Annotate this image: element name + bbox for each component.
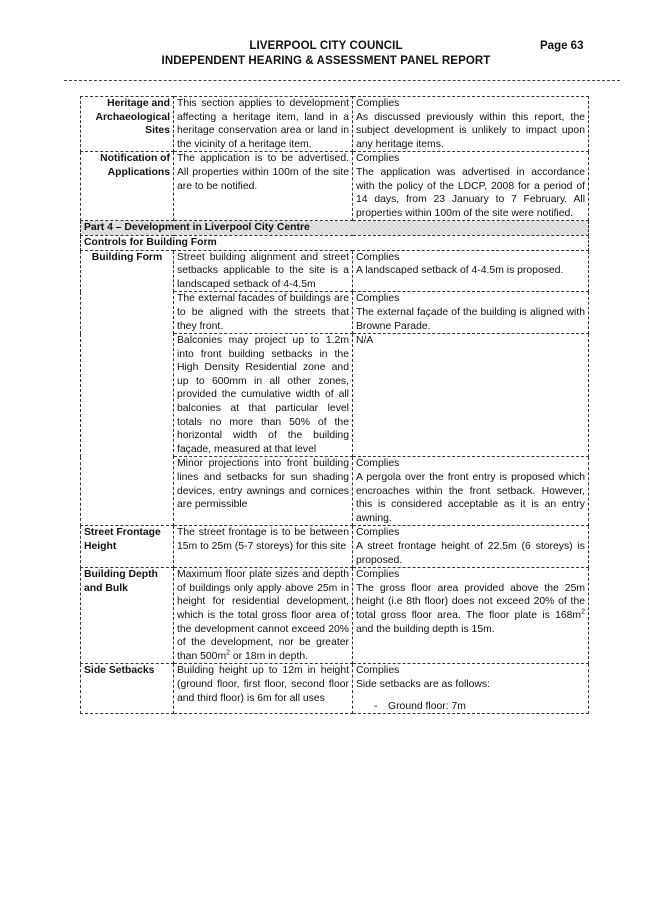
compliance-detail: The application was advertised in accordance with the policy of the LDCP, 2008 for a period of 14 days, from 23 January to 7 February. All properties within 100m of the site were notified. — [356, 166, 585, 219]
compliance-status: Complies — [356, 569, 400, 581]
compliance-cell — [353, 664, 589, 714]
detail-part: The gross floor area provided above the 25m height (i.e 8th floor) does not exceed 20% of the total gross floor area. The floor plate is 168m — [356, 582, 585, 621]
compliance-cell — [353, 250, 589, 292]
detail-part: and the building depth is 15m. — [356, 623, 495, 635]
control-text: Street building alignment and street setbacks applicable to the site is a landscaped setback of 4-4.5m — [174, 250, 353, 292]
report-title: INDEPENDENT HEARING & ASSESSMENT PANEL REPORT — [161, 55, 491, 67]
row-title: Building Form — [81, 250, 174, 526]
table-row-heritage — [81, 97, 589, 152]
compliance-detail: A landscaped setback of 4-4.5m is proposed. — [356, 265, 564, 277]
compliance-detail: As discussed previously within this report, the subject development is unlikely to impact upon any heritage items. — [356, 111, 585, 150]
compliance-status: Complies — [356, 251, 400, 263]
table-row-side-setbacks — [81, 664, 589, 714]
row-title: Building Depth and Bulk — [81, 568, 174, 664]
control-text — [174, 568, 353, 664]
compliance-detail: A street frontage height of 22.5m (6 storeys) is proposed. — [356, 541, 585, 566]
section-heading-row — [81, 235, 589, 250]
row-title: Side Setbacks — [81, 664, 174, 714]
control-text: The external facades of buildings are to be aligned with the streets that they front. — [174, 292, 353, 334]
row-title: Street Frontage Height — [81, 526, 174, 568]
compliance-detail: A pergola over the front entry is proposed which encroaches within the front setback. However, this is considered acceptable as it is an entry awning. — [356, 472, 585, 524]
compliance-status: Complies — [356, 98, 400, 109]
superscript: 2 — [226, 649, 231, 657]
compliance-detail: Side setbacks are as follows: — [356, 678, 490, 690]
part-heading: Part 4 – Development in Liverpool City Centre — [81, 221, 589, 236]
council-name: LIVERPOOL CITY COUNCIL — [249, 40, 403, 52]
compliance-status: Complies — [356, 153, 400, 165]
page-header — [0, 40, 652, 80]
table-row-depth-bulk — [81, 568, 589, 664]
part-heading-row — [81, 221, 589, 236]
compliance-table — [80, 96, 589, 714]
control-text: This section applies to development affecting a heritage item, land in a heritage conservation area or land in the vicinity of a heritage item. — [174, 97, 353, 152]
compliance-cell — [353, 292, 589, 334]
header-divider — [64, 80, 620, 81]
bullet-dash: - — [374, 700, 378, 712]
compliance-cell — [353, 97, 589, 152]
control-text: The application is to be advertised. All properties within 100m of the site are to be notified. — [174, 152, 353, 221]
row-title: Notification of Applications — [81, 152, 174, 221]
control-text-part: or 18m in depth. — [230, 650, 308, 662]
compliance-cell — [353, 152, 589, 221]
compliance-cell — [353, 334, 589, 457]
page-number: Page 63 — [540, 40, 584, 52]
compliance-detail: The external façade of the building is aligned with Browne Parade. — [356, 306, 585, 332]
control-text: Balconies may project up to 1.2m into front building setbacks in the High Density Residential zone and up to 600mm in all other zones, provided the cumulative width of all balconies at that particular level totals no more than 50% of the horizontal width of the building façade, measured at that level — [174, 334, 353, 457]
control-text: Building height up to 12m in height (ground floor, first floor, second floor and third floor) is 6m for all uses — [174, 664, 353, 714]
compliance-status: Complies — [356, 293, 400, 305]
table-row-notification — [81, 152, 589, 221]
compliance-status: Complies — [356, 527, 400, 539]
compliance-cell — [353, 457, 589, 526]
list-item-text: Ground floor: 7m — [388, 700, 466, 712]
control-text-part: Maximum floor plate sizes and depth of buildings only apply above 25m in height for residential development, which is the total gross floor area of the development cannot exceed 20% of the development, nor be greater than 500m — [177, 569, 349, 662]
section-heading: Controls for Building Form — [81, 235, 589, 250]
compliance-detail — [356, 582, 585, 636]
compliance-cell — [353, 526, 589, 568]
superscript: 2 — [581, 608, 585, 616]
table-row-street-frontage — [81, 526, 589, 568]
compliance-status: N/A — [356, 335, 374, 347]
compliance-status: Complies — [356, 458, 400, 470]
row-title: Heritage and Archaeological Sites — [81, 97, 174, 152]
list-item — [356, 700, 585, 714]
compliance-cell — [353, 568, 589, 664]
control-text: Minor projections into front building lines and setbacks for sun shading devices, entry awnings and cornices are permissible — [174, 457, 353, 526]
table-row-building-form-1 — [81, 250, 589, 292]
compliance-status: Complies — [356, 665, 400, 677]
control-text: The street frontage is to be between 15m to 25m (5-7 storeys) for this site — [174, 526, 353, 568]
